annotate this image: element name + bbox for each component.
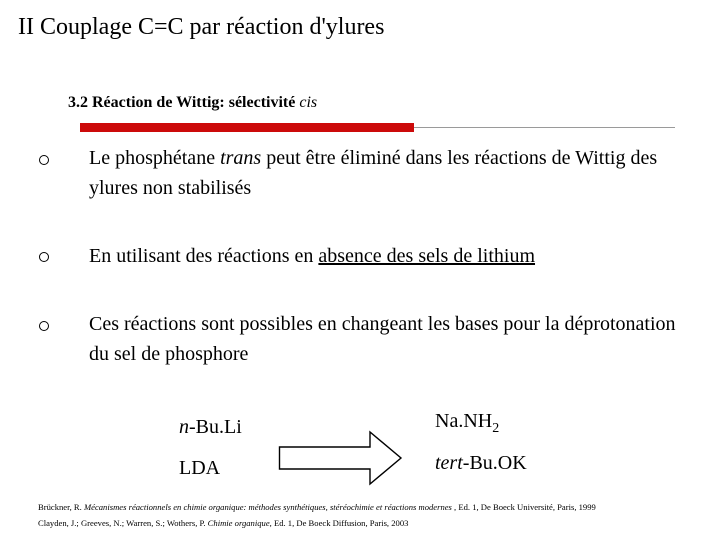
- bullet-item-2: [89, 241, 689, 271]
- bullet-circle-icon: [39, 155, 49, 165]
- reagent-lda: LDA: [179, 457, 221, 479]
- right-arrow-icon: [278, 430, 404, 486]
- reference-1-authors: Brückner, R.: [38, 502, 84, 512]
- reference-2-authors: Clayden, J.; Greeves, N.; Warren, S.; Wothers, P.: [38, 518, 208, 528]
- bullet-circle-icon: [39, 321, 49, 331]
- bullet-circle-icon: [39, 252, 49, 262]
- reagent-tbuok-prefix: tert: [435, 452, 463, 474]
- reference-2-publisher: , Ed. 1, De Boeck Diffusion, Paris, 2003: [269, 518, 409, 528]
- reference-1-publisher: , Ed. 1, De Boeck Université, Paris, 1999: [451, 502, 596, 512]
- section-subtitle: [68, 94, 317, 112]
- subtitle-text: 3.2 Réaction de Wittig: sélectivité: [68, 94, 300, 111]
- reference-1-title: Mécanismes réactionnels en chimie organique: méthodes synthétiques, stéréochimie et réactions modernes: [83, 502, 452, 512]
- accent-bar: [80, 123, 414, 132]
- bullet-1-italic: trans: [220, 147, 262, 169]
- bullet-1-text: Le phosphétane: [89, 147, 221, 169]
- reference-1: [38, 499, 596, 515]
- reagent-nbuli-prefix: n: [179, 416, 189, 438]
- reagent-tbuok-rest: -Bu.OK: [462, 452, 527, 474]
- slide-title: II Couplage C=C par réaction d'ylures: [18, 14, 385, 40]
- bullet-item-3: Ces réactions sont possibles en changeant les bases pour la déprotonation du sel de phosphore: [89, 313, 676, 365]
- reagent-tbuok: [435, 451, 527, 475]
- reagent-nanh2-main: Na.NH: [435, 410, 493, 432]
- bullet-item-1: [89, 143, 689, 203]
- subtitle-italic: cis: [299, 94, 318, 111]
- reagent-nbuli: [179, 415, 242, 439]
- reference-2: [38, 515, 596, 531]
- references: [38, 499, 596, 531]
- reference-2-title: Chimie organique: [207, 518, 270, 528]
- reagent-nanh2: [435, 409, 499, 441]
- bullet-1-text-end: peut être éliminé dans les réactions de Wittig des ylures non stabilisés: [89, 147, 658, 199]
- reagent-nanh2-subscript: 2: [492, 421, 500, 436]
- reagent-nbuli-rest: -Bu.Li: [189, 416, 242, 438]
- bullet-2-underlined: absence des sels de lithium: [318, 245, 536, 267]
- bullet-2-text: En utilisant des réactions en: [89, 245, 319, 267]
